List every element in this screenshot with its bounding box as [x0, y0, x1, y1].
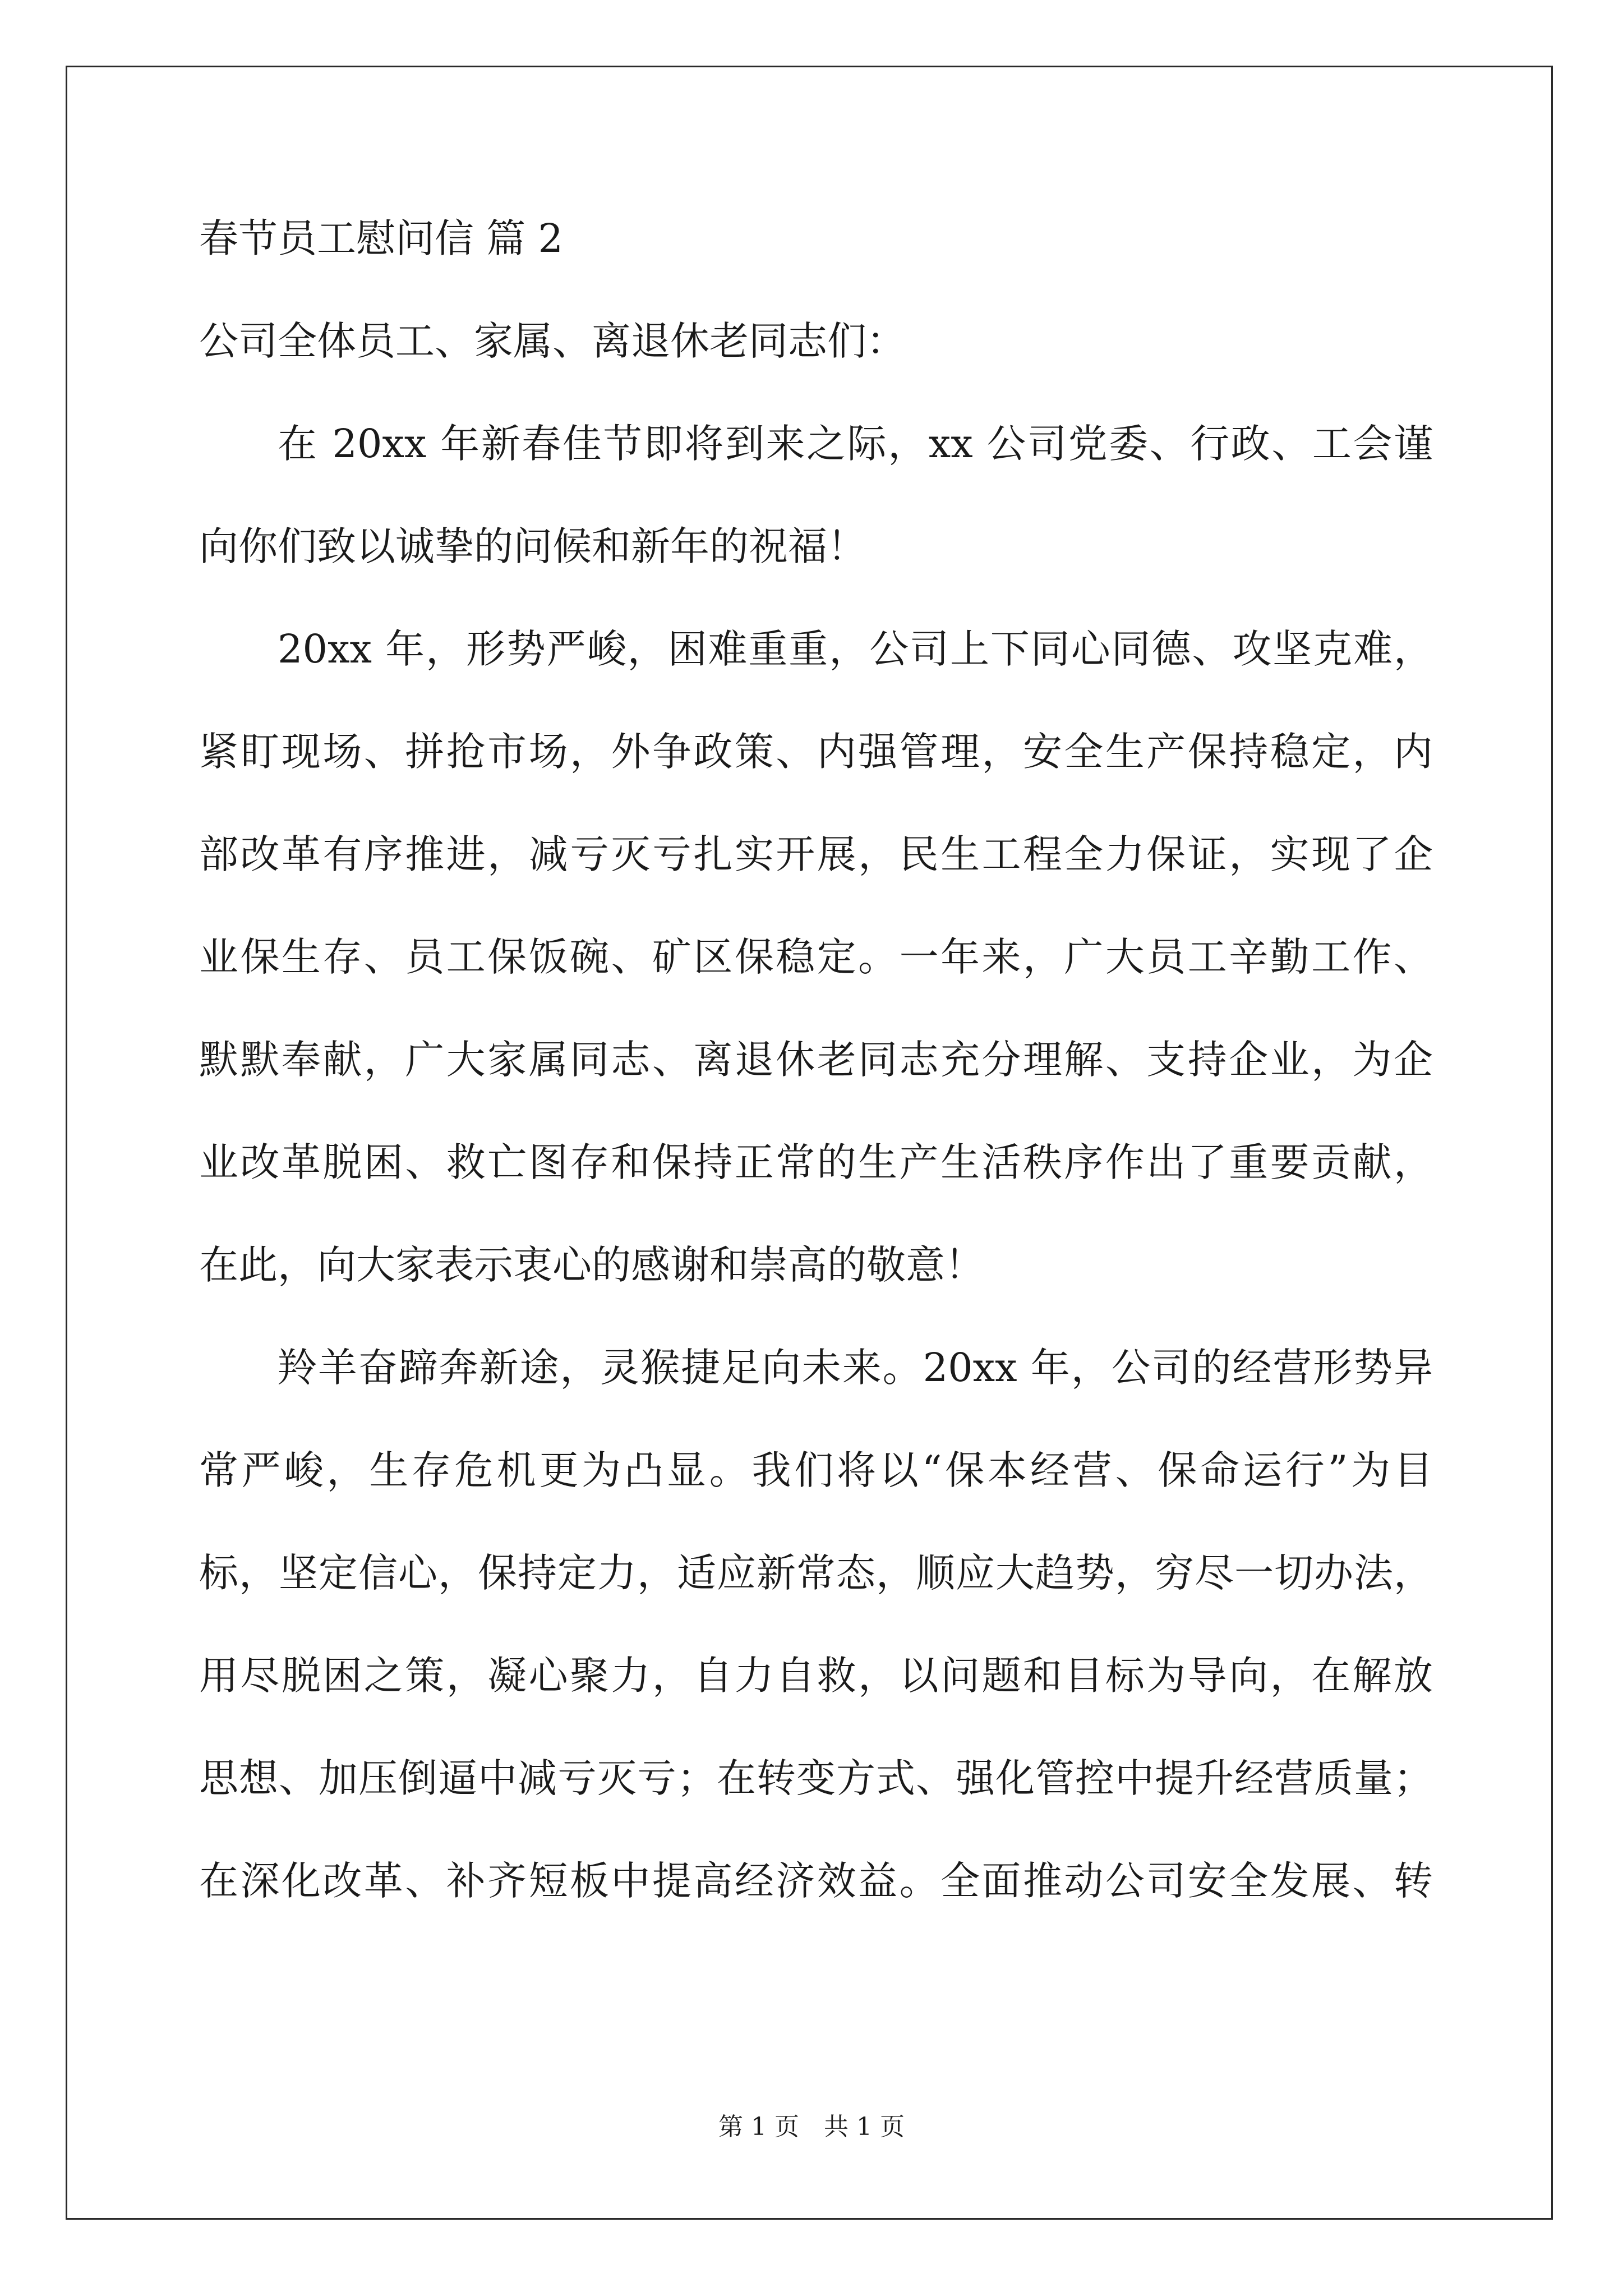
- paragraph-line: 业保生存、员工保饭碗、矿区保稳定。一年来，广大员工辛勤工作、: [199, 934, 1433, 980]
- paragraph-line: 默默奉献，广大家属同志、离退休老同志充分理解、支持企业，为企: [199, 1037, 1433, 1083]
- paragraph-line: 向你们致以诚挚的问候和新年的祝福！: [199, 523, 866, 569]
- page-number: 第 1 页 共 1 页: [718, 2113, 905, 2141]
- paragraph-line: 思想、加压倒逼中减亏灭亏；在转变方式、强化管控中提升经营质量；: [199, 1755, 1433, 1801]
- document-title: 春节员工慰问信 篇 2: [199, 215, 564, 261]
- paragraph-line: 在深化改革、补齐短板中提高经济效益。全面推动公司安全发展、转: [199, 1858, 1433, 1904]
- salutation: 公司全体员工、家属、离退休老同志们：: [199, 318, 906, 364]
- paragraph-line: 在 20xx 年新春佳节即将到来之际，xx 公司党委、行政、工会谨: [278, 421, 1433, 467]
- document-body: [199, 213, 1433, 1958]
- paragraph-line: 业改革脱困、救亡图存和保持正常的生产生活秩序作出了重要贡献，: [199, 1139, 1433, 1185]
- paragraph-line: 紧盯现场、拼抢市场，外争政策、内强管理，安全生产保持稳定，内: [199, 729, 1433, 775]
- paragraph-line: 羚羊奋蹄奔新途，灵猴捷足向未来。20xx 年，公司的经营形势异: [278, 1345, 1433, 1391]
- paragraph-line: 标，坚定信心，保持定力，适应新常态，顺应大趋势，穷尽一切办法，: [199, 1550, 1433, 1596]
- paragraph-line: 20xx 年，形势严峻，困难重重，公司上下同心同德、攻坚克难，: [278, 626, 1433, 672]
- paragraph-line: 在此，向大家表示衷心的感谢和崇高的敬意！: [199, 1242, 984, 1288]
- paragraph-line: 用尽脱困之策，凝心聚力，自力自救，以问题和目标为导向，在解放: [199, 1653, 1433, 1699]
- paragraph-line: 常严峻，生存危机更为凸显。我们将以“保本经营、保命运行”为目: [199, 1447, 1433, 1493]
- paragraph-line: 部改革有序推进，减亏灭亏扎实开展，民生工程全力保证，实现了企: [199, 831, 1433, 877]
